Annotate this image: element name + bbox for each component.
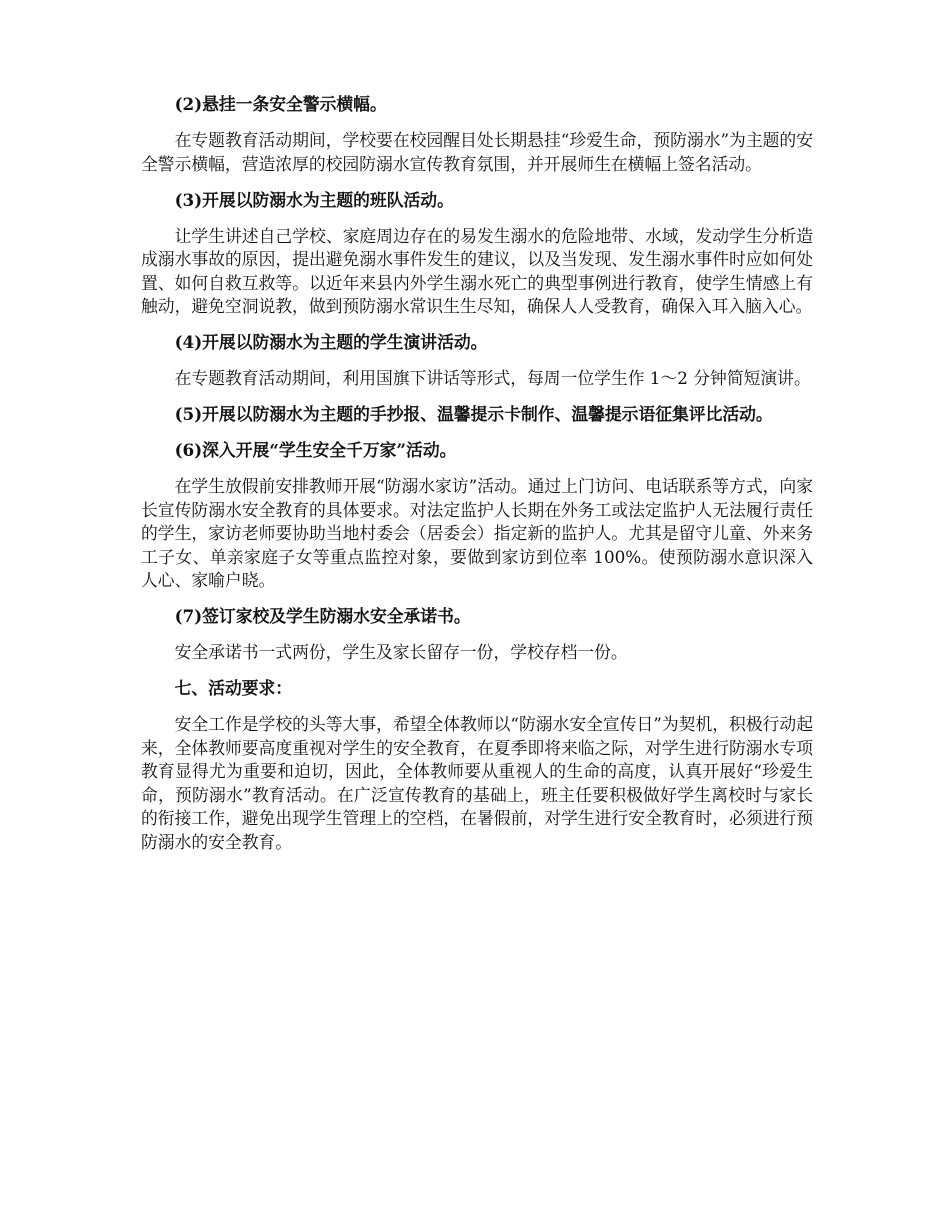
heading-commitment: (7)签订家校及学生防溺水安全承诺书。	[174, 606, 471, 626]
paragraph-speech: 在专题教育活动期间，利用国旗下讲话等形式，每周一位学生作 1～2 分钟简短演讲。	[174, 368, 811, 388]
paragraph-banner: 在专题教育活动期间，学校要在校园醒目处长期悬挂“珍爱生命，预防溺水”为主题的安全警示横幅，营造浓厚的校园防溺水宣传教育氛围，并开展师生在横幅上签名活动。	[141, 130, 813, 174]
paragraph-requirements: 安全工作是学校的头等大事，希望全体教师以“防溺水安全宣传日”为契机，积极行动起来，全体教师要高度重视对学生的安全教育，在夏季即将来临之际，对学生进行防溺水专项教育显得尤为重要和迫切，因此，全体教师要从重视人的生命的高度，认真开展好“珍爱生命，预防溺水”教育活动。在广泛宣传教育的基础上，班主任要积极做好学生离校时与家长的衔接工作，避免出现学生管理上的空档，在暑假前，对学生进行安全教育时，必须进行预防溺水的安全教育。	[141, 714, 813, 852]
heading-class-activity: (3)开展以防溺水为主题的班队活动。	[174, 189, 454, 210]
heading-requirements: 七、活动要求：	[174, 678, 293, 698]
document-body	[141, 93, 813, 867]
paragraph-home-visit: 在学生放假前安排教师开展“防溺水家访”活动。通过上门访问、电话联系等方式，向家长宣传防溺水安全教育的具体要求。对法定监护人长期在外务工或法定监护人无法履行责任的学生，家访老师要协助当地村委会（居委会）指定新的监护人。尤其是留守儿童、外来务工子女、单亲家庭子女等重点监控对象，要做到家访到位率 100%。使预防溺水意识深入人心、家喻户晓。	[141, 476, 813, 590]
heading-speech: (4)开展以防溺水为主题的学生演讲活动。	[174, 332, 488, 352]
paragraph-class-activity: 让学生讲述自己学校、家庭周边存在的易发生溺水的危险地带、水域，发动学生分析造成溺水事故的原因，提出避免溺水事件发生的建议，以及当发现、发生溺水事件时应如何处置、如何自救互救等。以近年来县内外学生溺水死亡的典型事例进行教育，使学生情感上有触动，避免空洞说教，做到预防溺水常识生生尽知，确保人人受教育，确保入耳入脑入心。	[141, 225, 813, 316]
heading-home-visit: (6)深入开展“学生安全千万家”活动。	[174, 440, 457, 460]
heading-banner: (2)悬挂一条安全警示横幅。	[174, 94, 387, 114]
paragraph-commitment: 安全承诺书一式两份，学生及家长留存一份，学校存档一份。	[174, 642, 628, 662]
heading-handwritten-newspaper: (5)开展以防溺水为主题的手抄报、温馨提示卡制作、温馨提示语征集评比活动。	[174, 404, 773, 424]
